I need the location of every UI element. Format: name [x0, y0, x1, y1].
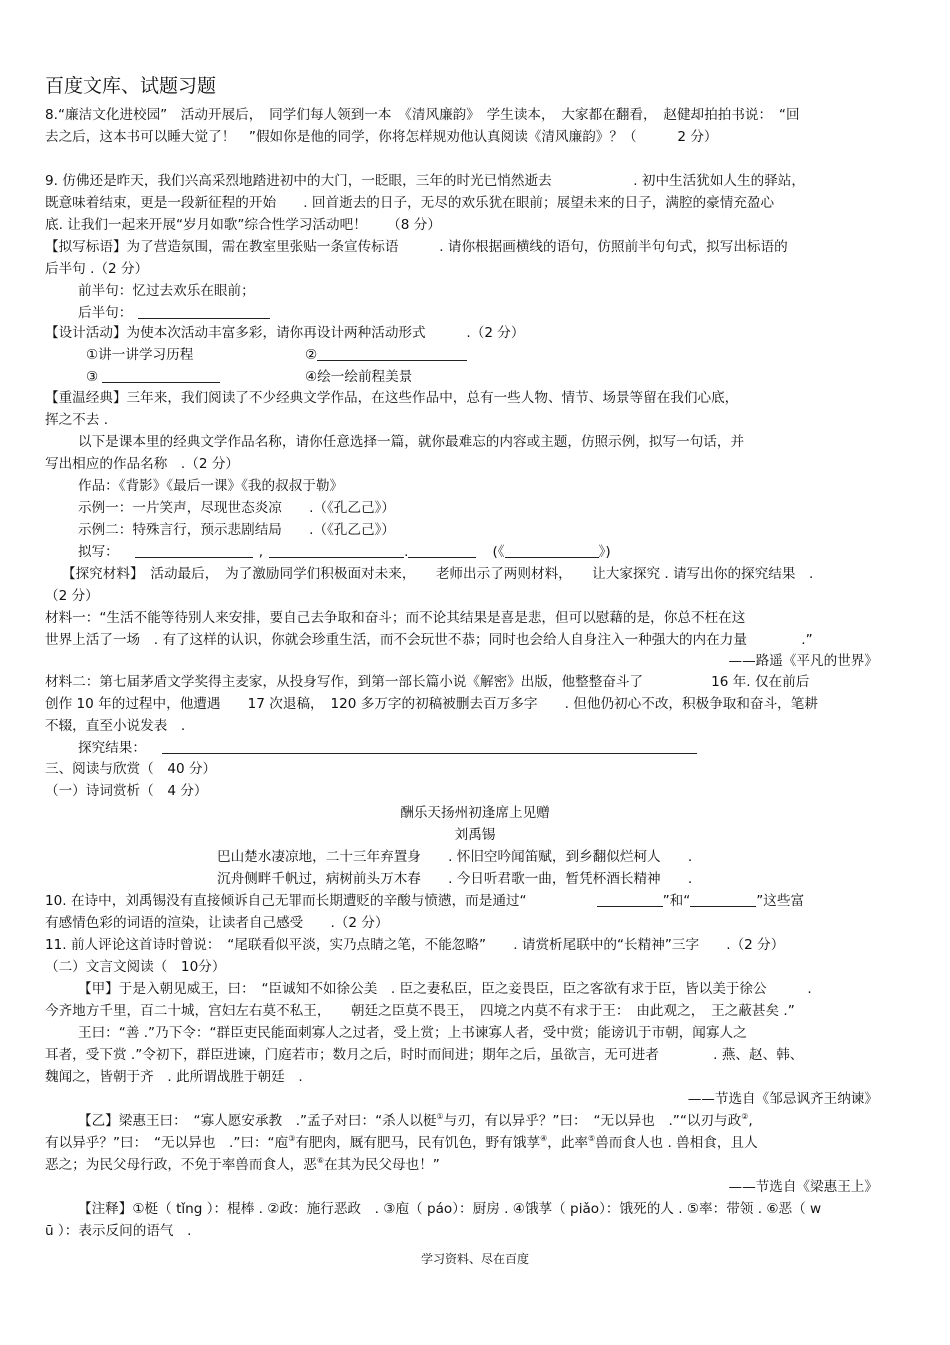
q10-blank-1[interactable] — [597, 892, 663, 907]
material-1-line-1: 材料一：“生活不能等待别人来安排，要自己去争取和奋斗；而不论其结果是喜是悲，但可以慰藉的是，你总不枉在这 — [45, 610, 746, 626]
explore-result — [78, 739, 697, 757]
footnote-marker: ① — [436, 1112, 444, 1121]
passage-b-text: 在其为民父母也！” — [324, 1157, 440, 1173]
activity-item-2-number: ② — [305, 347, 318, 363]
classics-task-line-1: 【重温经典】三年来，我们阅读了不少经典文学作品，在这些作品中，总有一些人物、情节、场景等留在我们心底， — [45, 390, 739, 406]
explore-result-label: 探究结果： — [78, 740, 146, 756]
activity-item-1: ①讲一讲学习历程 — [86, 347, 194, 363]
q8-line-1: 8.“廉洁文化进校园” 活动开展后， 同学们每人领到一本 《清风廉韵》 学生读本， 大家都在翻看， 赵健却拍拍书说： “回 — [45, 107, 800, 123]
poet-name: 刘禹锡 — [454, 827, 496, 843]
poem-section-title: （一）诗词赏析（ 4 分） — [45, 783, 208, 799]
material-2-line-1: 材料二：第七届茅盾文学奖得主麦家，从投身写作，到第一部长篇小说《解密》出版，他整整奋斗了 16 年. 仅在前后 — [45, 674, 810, 690]
slogan-back-label: 后半句： — [78, 305, 133, 321]
q10-line-1 — [45, 892, 804, 910]
passage-b-text: 有以异乎？”曰： “无以异也 .”曰：“庖 — [45, 1135, 289, 1151]
poem-line-2: 沉舟侧畔千帆过，病树前头万木春 . 今日听君歌一曲，暂凭杯酒长精神 . — [217, 871, 693, 887]
footnote-marker: ⑤ — [588, 1134, 596, 1143]
notes-line-2: ū ）：表示反问的语气 . — [45, 1223, 192, 1239]
q9-line-3: 底. 让我们一起来开展“岁月如歌”综合性学习活动吧！ （8 分） — [45, 217, 441, 233]
activity-item-2-blank[interactable] — [317, 346, 467, 361]
passage-b-line-3 — [45, 1156, 440, 1174]
passage-a-line-2: 今齐地方千里，百二十城，宫妇左右莫不私王， 朝廷之臣莫不畏王， 四境之内莫不有求于王： 由此观之， 王之蔽甚矣 .” — [45, 1003, 795, 1019]
passage-b-source: ——节选自《梁惠王上》 — [728, 1179, 878, 1195]
q10-text-c: ”这些富 — [756, 893, 805, 909]
activity-task-line: 【设计活动】为使本次活动丰富多彩，请你再设计两种活动形式 .（2 分） — [45, 325, 525, 341]
q10-blank-2[interactable] — [690, 892, 756, 907]
slogan-back-half — [78, 304, 270, 322]
classics-blank-3[interactable] — [408, 543, 476, 558]
classics-blank-1[interactable] — [135, 543, 253, 558]
passage-a-line-4: 耳者，受下赏 .”令初下，群臣进谏，门庭若市；数月之后，时时而间进；期年之后，虽欲言，无可进者 . 燕、赵、韩、 — [45, 1047, 804, 1063]
prose-section-title: （二）文言文阅读（ 10分） — [45, 959, 226, 975]
material-2-line-3: 不辍，直至小说发表 . — [45, 718, 186, 734]
explore-task-line-2: （2 分） — [45, 588, 99, 604]
classics-example-1: 示例一：一片笑声，尽现世态炎凉 .（《孔乙己》） — [78, 500, 395, 516]
q9-line-1: 9. 仿佛还是昨天，我们兴高采烈地踏进初中的大门，一眨眼，三年的时光已悄然逝去 . 初中生活犹如人生的驿站， — [45, 173, 805, 189]
activity-item-3-number: ③ — [86, 369, 99, 385]
q10-text-a: 10. 在诗中，刘禹锡没有直接倾诉自己无罪而长期遭贬的辛酸与愤懑，而是通过“ — [45, 893, 527, 909]
material-1-source: ——路遥《平凡的世界》 — [728, 653, 878, 669]
passage-a-source: ——节选自《邹忌讽齐王纳谏》 — [687, 1091, 878, 1107]
passage-b-text: 恶之；为民父母行政，不免于率兽而食人，恶 — [45, 1157, 317, 1173]
explore-task-line-1: 【探究材料】 活动最后， 为了激励同学们积极面对未来， 老师出示了两则材料， 让大家探究 . 请写出你的探究结果 . — [62, 566, 814, 582]
footnote-marker: ③ — [288, 1134, 296, 1143]
classics-works: 作品：《背影》《最后一课》《我的叔叔于勒》 — [78, 478, 344, 494]
classics-write-label: 拟写： — [78, 544, 119, 560]
classics-write-line: 拟写： , . (《 》) — [78, 544, 611, 560]
page-footer: 学习资料、尽在百度 — [420, 1252, 529, 1266]
passage-a-line-1: 【甲】于是入朝见威王，曰： “臣诚知不如徐公美 . 臣之妻私臣，臣之妾畏臣，臣之客欲有求于臣，皆以美于徐公 . — [78, 981, 812, 997]
q9-line-2: 既意味着结束，更是一段新征程的开始 . 回首逝去的日子，无尽的欢乐犹在眼前；展望未来的日子，满腔的豪情充盈心 — [45, 195, 775, 211]
classics-task-line-2: 挥之不去 . — [45, 412, 109, 428]
explore-result-blank[interactable] — [162, 739, 697, 754]
passage-b-text: 【乙】梁惠王曰： “寡人愿安承教 .”孟子对曰：“杀人以梃 — [78, 1113, 437, 1129]
passage-b-line-2 — [45, 1134, 758, 1152]
passage-b-text: 兽而食人也 . 兽相食，且人 — [595, 1135, 758, 1151]
q10-line-2: 有感情色彩的词语的渲染，让读者自己感受 .（2 分） — [45, 915, 389, 931]
page-header: 百度文库、试题习题 — [45, 75, 217, 97]
classics-blank-2[interactable] — [269, 543, 404, 558]
footnote-marker: ④ — [540, 1134, 548, 1143]
q11-line: 11. 前人评论这首诗时曾说： “尾联看似平淡，实乃点睛之笔，不能忽略” . 请赏析尾联中的“长精神”三字 .（2 分） — [45, 937, 785, 953]
slogan-task-line-2: 后半句 .（2 分） — [45, 261, 149, 277]
passage-b-line-1: 【乙】梁惠王曰： “寡人愿安承教 .”孟子对曰：“杀人以梃①与刃，有以异乎？”曰： “无以异也 .”“以刃与政②, — [78, 1112, 753, 1129]
activity-item-3-blank[interactable] — [102, 368, 220, 383]
section-3-title: 三、阅读与欣赏（ 40 分） — [45, 761, 217, 777]
classics-example-2: 示例二：特殊言行，预示悲剧结局 .（《孔乙己》） — [78, 522, 395, 538]
passage-a-line-3: 王曰：“善 .”乃下令：“群臣吏民能面刺寡人之过者，受上赏；上书谏寡人者，受中赏；能谤讥于市朝，闻寡人之 — [78, 1025, 747, 1041]
slogan-answer-blank[interactable] — [138, 304, 270, 319]
material-1-line-2: 世界上活了一场 . 有了这样的认识，你就会珍重生活，而不会玩世不恭；同时也会给人自身注入一种强大的内在力量 .” — [45, 632, 813, 648]
passage-b-text: ，此率 — [547, 1135, 589, 1151]
footnote-marker: ② — [741, 1112, 749, 1121]
passage-b-text: 与刃，有以异乎？”曰： “无以异也 .”“以刃与政 — [443, 1113, 742, 1129]
passage-a-line-5: 魏闻之，皆朝于齐 . 此所谓战胜于朝廷 . — [45, 1069, 303, 1085]
passage-b-text: 有肥肉，厩有肥马，民有饥色，野有饿莩 — [295, 1135, 541, 1151]
q8-line-2: 去之后，这本书可以睡大觉了！ ”假如你是他的同学，你将怎样规劝他认真阅读《清风廉韵》？（ 2 分） — [45, 129, 718, 145]
footnote-marker: ⑥ — [316, 1156, 325, 1165]
slogan-task-line-1: 【拟写标语】为了营造氛围，需在教室里张贴一条宣传标语 . 请你根据画横线的语句，仿照前半句句式，拟写出标语的 — [45, 239, 788, 255]
q10-text-b: ”和“ — [662, 893, 691, 909]
classics-title-blank[interactable] — [505, 543, 599, 558]
material-2-line-2: 创作 10 年的过程中，他遭遇 17 次退稿， 120 多万字的初稿被删去百万多字 . 但他仍初心不改，积极争取和奋斗，笔耕 — [45, 696, 818, 712]
notes-line-1: 【注释】①梃（ tǐng ）：棍棒 . ②政：施行恶政 . ③庖（ páo）：厨房 . ④饿莩（ piǎo）：饿死的人 . ⑤率：带领 . ⑥恶（ w — [78, 1201, 822, 1217]
poem-line-1: 巴山楚水凄凉地，二十三年弃置身 . 怀旧空吟闻笛赋，到乡翻似烂柯人 . — [217, 849, 693, 865]
poem-name: 酬乐天扬州初逢席上见赠 — [400, 805, 550, 821]
activity-item-4: ④绘一绘前程美景 — [305, 369, 413, 385]
activity-item-2 — [305, 346, 467, 364]
slogan-front-half: 前半句：忆过去欢乐在眼前； — [78, 283, 255, 299]
activity-item-3 — [86, 368, 220, 386]
classics-task-line-3: 以下是课本里的经典文学作品名称，请你任意选择一篇，就你最难忘的内容或主题，仿照示例，拟写一句话，并 — [78, 434, 745, 450]
classics-task-line-4: 写出相应的作品名称 .（2 分） — [45, 456, 240, 472]
